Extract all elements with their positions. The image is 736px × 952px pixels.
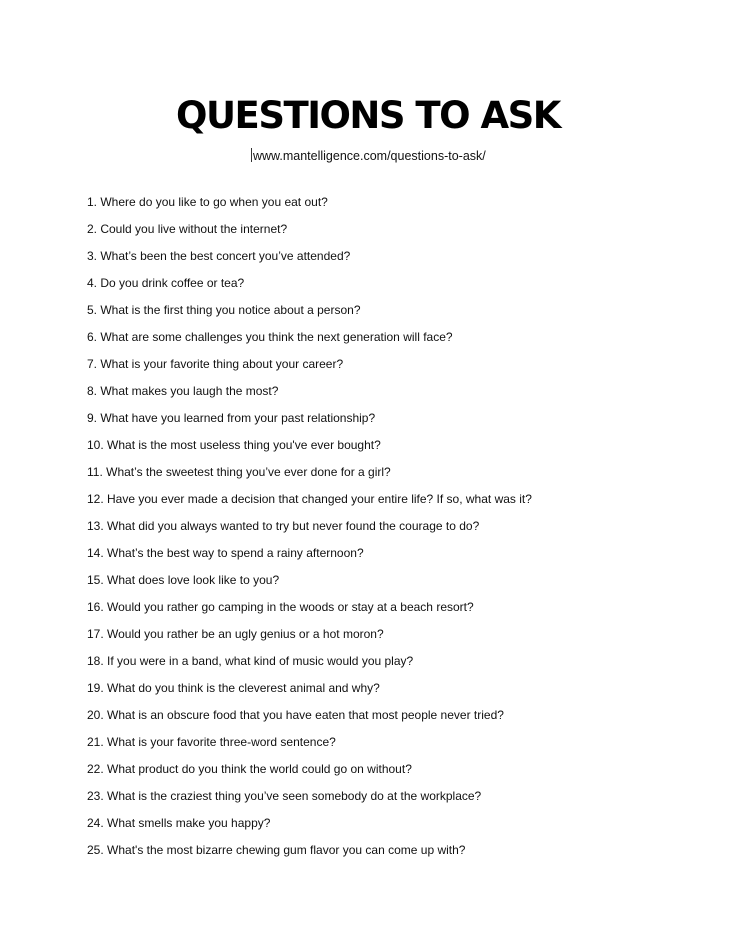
question-item: 9. What have you learned from your past relationship? bbox=[87, 411, 376, 425]
question-item: 13. What did you always wanted to try but never found the courage to do? bbox=[87, 519, 480, 533]
question-item: 16. Would you rather go camping in the woods or stay at a beach resort? bbox=[87, 600, 474, 614]
question-item: 25. What's the most bizarre chewing gum flavor you can come up with? bbox=[87, 843, 466, 857]
text-cursor bbox=[251, 148, 252, 162]
question-item: 2. Could you live without the internet? bbox=[87, 222, 288, 236]
question-item: 14. What’s the best way to spend a rainy afternoon? bbox=[87, 546, 364, 560]
question-item: 6. What are some challenges you think the next generation will face? bbox=[87, 330, 453, 344]
question-list bbox=[87, 189, 532, 864]
question-item: 10. What is the most useless thing you've ever bought? bbox=[87, 438, 381, 452]
question-item: 7. What is your favorite thing about your career? bbox=[87, 357, 344, 371]
question-item: 24. What smells make you happy? bbox=[87, 816, 271, 830]
question-item: 22. What product do you think the world could go on without? bbox=[87, 762, 412, 776]
page-title: QUESTIONS TO ASK bbox=[176, 94, 560, 137]
question-item: 15. What does love look like to you? bbox=[87, 573, 280, 587]
question-item: 23. What is the craziest thing you’ve seen somebody do at the workplace? bbox=[87, 789, 482, 803]
question-item: 1. Where do you like to go when you eat out? bbox=[87, 195, 328, 209]
question-item: 3. What’s been the best concert you’ve attended? bbox=[87, 249, 351, 263]
question-item: 20. What is an obscure food that you have eaten that most people never tried? bbox=[87, 708, 504, 722]
question-item: 5. What is the first thing you notice about a person? bbox=[87, 303, 361, 317]
question-item: 21. What is your favorite three-word sentence? bbox=[87, 735, 336, 749]
question-item: 19. What do you think is the cleverest animal and why? bbox=[87, 681, 380, 695]
question-item: 4. Do you drink coffee or tea? bbox=[87, 276, 245, 290]
source-url bbox=[251, 148, 486, 164]
question-item: 17. Would you rather be an ugly genius or a hot moron? bbox=[87, 627, 384, 641]
question-item: 12. Have you ever made a decision that changed your entire life? If so, what was it? bbox=[87, 492, 532, 506]
question-item: 18. If you were in a band, what kind of music would you play? bbox=[87, 654, 414, 668]
question-item: 8. What makes you laugh the most? bbox=[87, 384, 279, 398]
question-item: 11. What’s the sweetest thing you’ve ever done for a girl? bbox=[87, 465, 391, 479]
source-url-text: www.mantelligence.com/questions-to-ask/ bbox=[253, 149, 486, 163]
